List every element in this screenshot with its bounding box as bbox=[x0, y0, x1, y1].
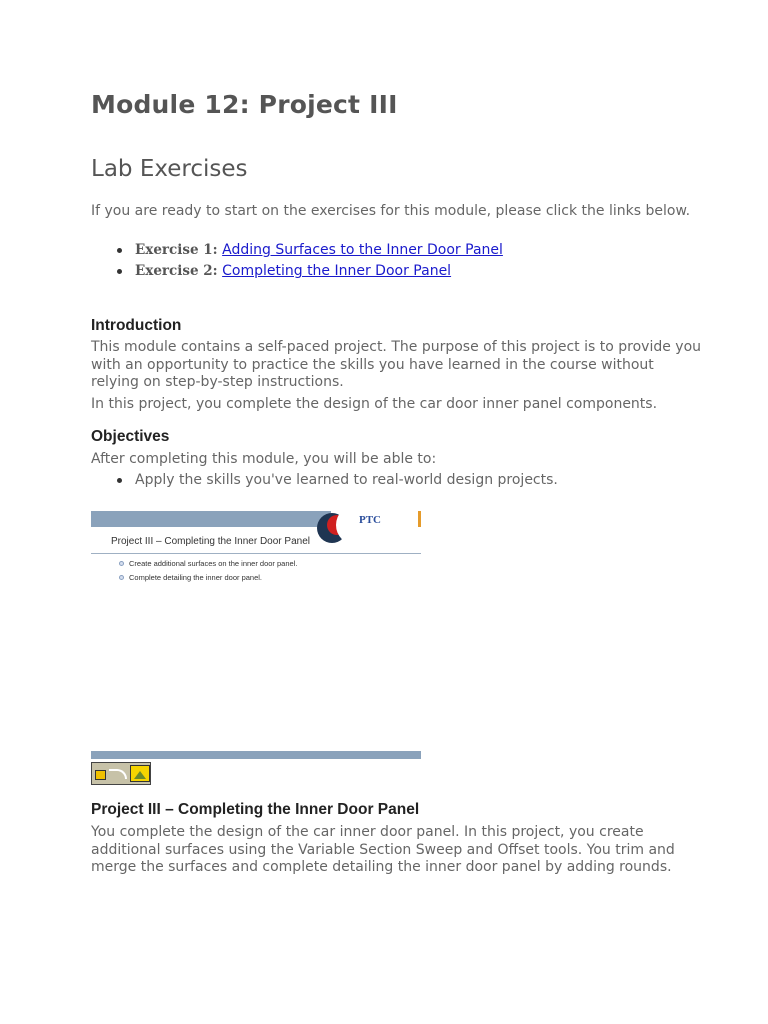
project-heading: Project III – Completing the Inner Door Panel bbox=[91, 801, 420, 818]
exercise-label: Exercise 2: bbox=[135, 263, 218, 279]
exercise-item-2 bbox=[111, 261, 503, 282]
objectives-list bbox=[111, 470, 558, 491]
introduction-heading: Introduction bbox=[91, 317, 182, 334]
slide-accent-bar bbox=[418, 511, 421, 527]
slide-divider bbox=[91, 553, 421, 554]
slide-header-band bbox=[91, 511, 331, 527]
slide-title: Project III – Completing the Inner Door Panel bbox=[111, 536, 310, 547]
exercise-1-link[interactable]: Adding Surfaces to the Inner Door Panel bbox=[222, 242, 503, 258]
exercise-item-1 bbox=[111, 240, 503, 261]
introduction-paragraph-1: This module contains a self-paced project. The purpose of this project is to provide you with an opportunity to practice the skills you have learned in the course without relying on step-by-step instructions. bbox=[91, 339, 702, 390]
slide-bullet: Create additional surfaces on the inner door panel. bbox=[119, 557, 297, 571]
slide-preview-image bbox=[91, 511, 421, 759]
slide-bullet: Complete detailing the inner door panel. bbox=[119, 571, 297, 585]
slide-footer-band bbox=[91, 751, 421, 759]
arrow-icon bbox=[109, 769, 127, 779]
objectives-heading: Objectives bbox=[91, 428, 170, 445]
exercise-label: Exercise 1: bbox=[135, 242, 218, 258]
objective-item: Apply the skills you've learned to real-world design projects. bbox=[111, 470, 558, 491]
objectives-lead: After completing this module, you will be able to: bbox=[91, 451, 437, 467]
lab-intro-text: If you are ready to start on the exercises for this module, please click the links below. bbox=[91, 203, 691, 219]
camera-icon bbox=[95, 770, 106, 780]
exercise-2-link[interactable]: Completing the Inner Door Panel bbox=[222, 263, 452, 279]
project-description: You complete the design of the car inner door panel. In this project, you create additional surfaces using the Variable Section Sweep and Offset tools. You trim and merge the surfaces and complete detailing the inner door panel by adding rounds. bbox=[91, 824, 675, 875]
introduction-paragraph-2: In this project, you complete the design of the car door inner panel components. bbox=[91, 396, 658, 412]
picture-icon bbox=[130, 765, 150, 782]
ptc-logo: PTC bbox=[359, 514, 381, 526]
media-play-icon[interactable] bbox=[91, 762, 151, 785]
slide-bullet-list bbox=[119, 557, 297, 585]
module-title: Module 12: Project III bbox=[91, 90, 398, 119]
lab-exercises-heading: Lab Exercises bbox=[91, 156, 248, 182]
exercise-list bbox=[111, 240, 503, 282]
